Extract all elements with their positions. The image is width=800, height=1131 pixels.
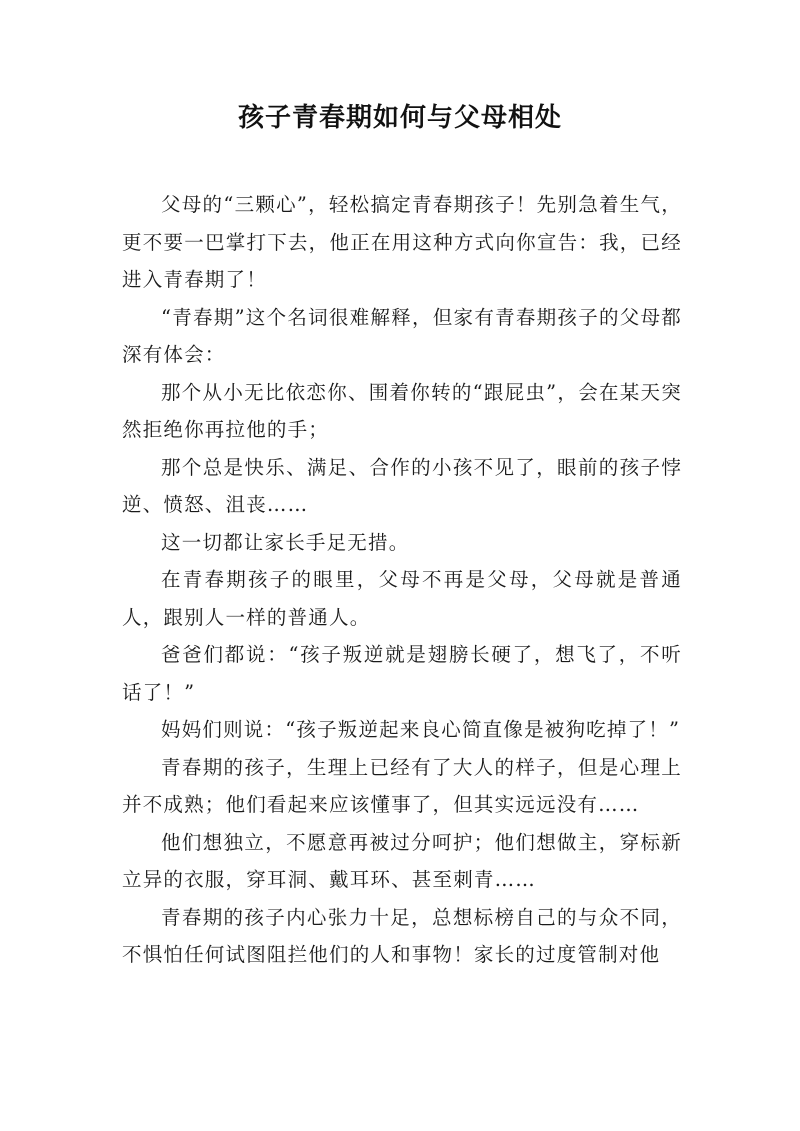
paragraph: 他们想独立，不愿意再被过分呵护；他们想做主，穿标新立异的衣服，穿耳洞、戴耳环、甚至刺青…… xyxy=(122,830,682,891)
paragraph: 这一切都让家长手足无措。 xyxy=(161,530,410,554)
document-body xyxy=(122,186,682,974)
paragraph: 父母的“三颗心”，轻松搞定青春期孩子！先别急着生气，更不要一巴掌打下去，他正在用这种方式向你宣告：我，已经进入青春期了！ xyxy=(122,193,682,291)
paragraph: 那个从小无比依恋你、围着你转的“跟屁虫”，会在某天突然拒绝你再拉他的手； xyxy=(122,380,682,441)
document-title: 孩子青春期如何与父母相处 xyxy=(237,103,562,133)
paragraph: 那个总是快乐、满足、合作的小孩不见了，眼前的孩子悖逆、愤怒、沮丧…… xyxy=(122,455,682,516)
paragraph: 青春期的孩子，生理上已经有了大人的样子，但是心理上并不成熟；他们看起来应该懂事了，但其实远远没有…… xyxy=(122,755,682,816)
paragraph: 在青春期孩子的眼里，父母不再是父母，父母就是普通人，跟别人一样的普通人。 xyxy=(122,568,682,629)
paragraph: 妈妈们则说：“孩子叛逆起来良心简直像是被狗吃掉了！” xyxy=(161,718,681,741)
paragraph: “青春期”这个名词很难解释，但家有青春期孩子的父母都深有体会： xyxy=(122,305,682,366)
paragraph: 爸爸们都说：“孩子叛逆就是翅膀长硬了，想飞了，不听话了！” xyxy=(122,643,682,704)
paragraph: 青春期的孩子内心张力十足，总想标榜自己的与众不同，不惧怕任何试图阻拦他们的人和事物！家长的过度管制对他 xyxy=(122,905,682,966)
